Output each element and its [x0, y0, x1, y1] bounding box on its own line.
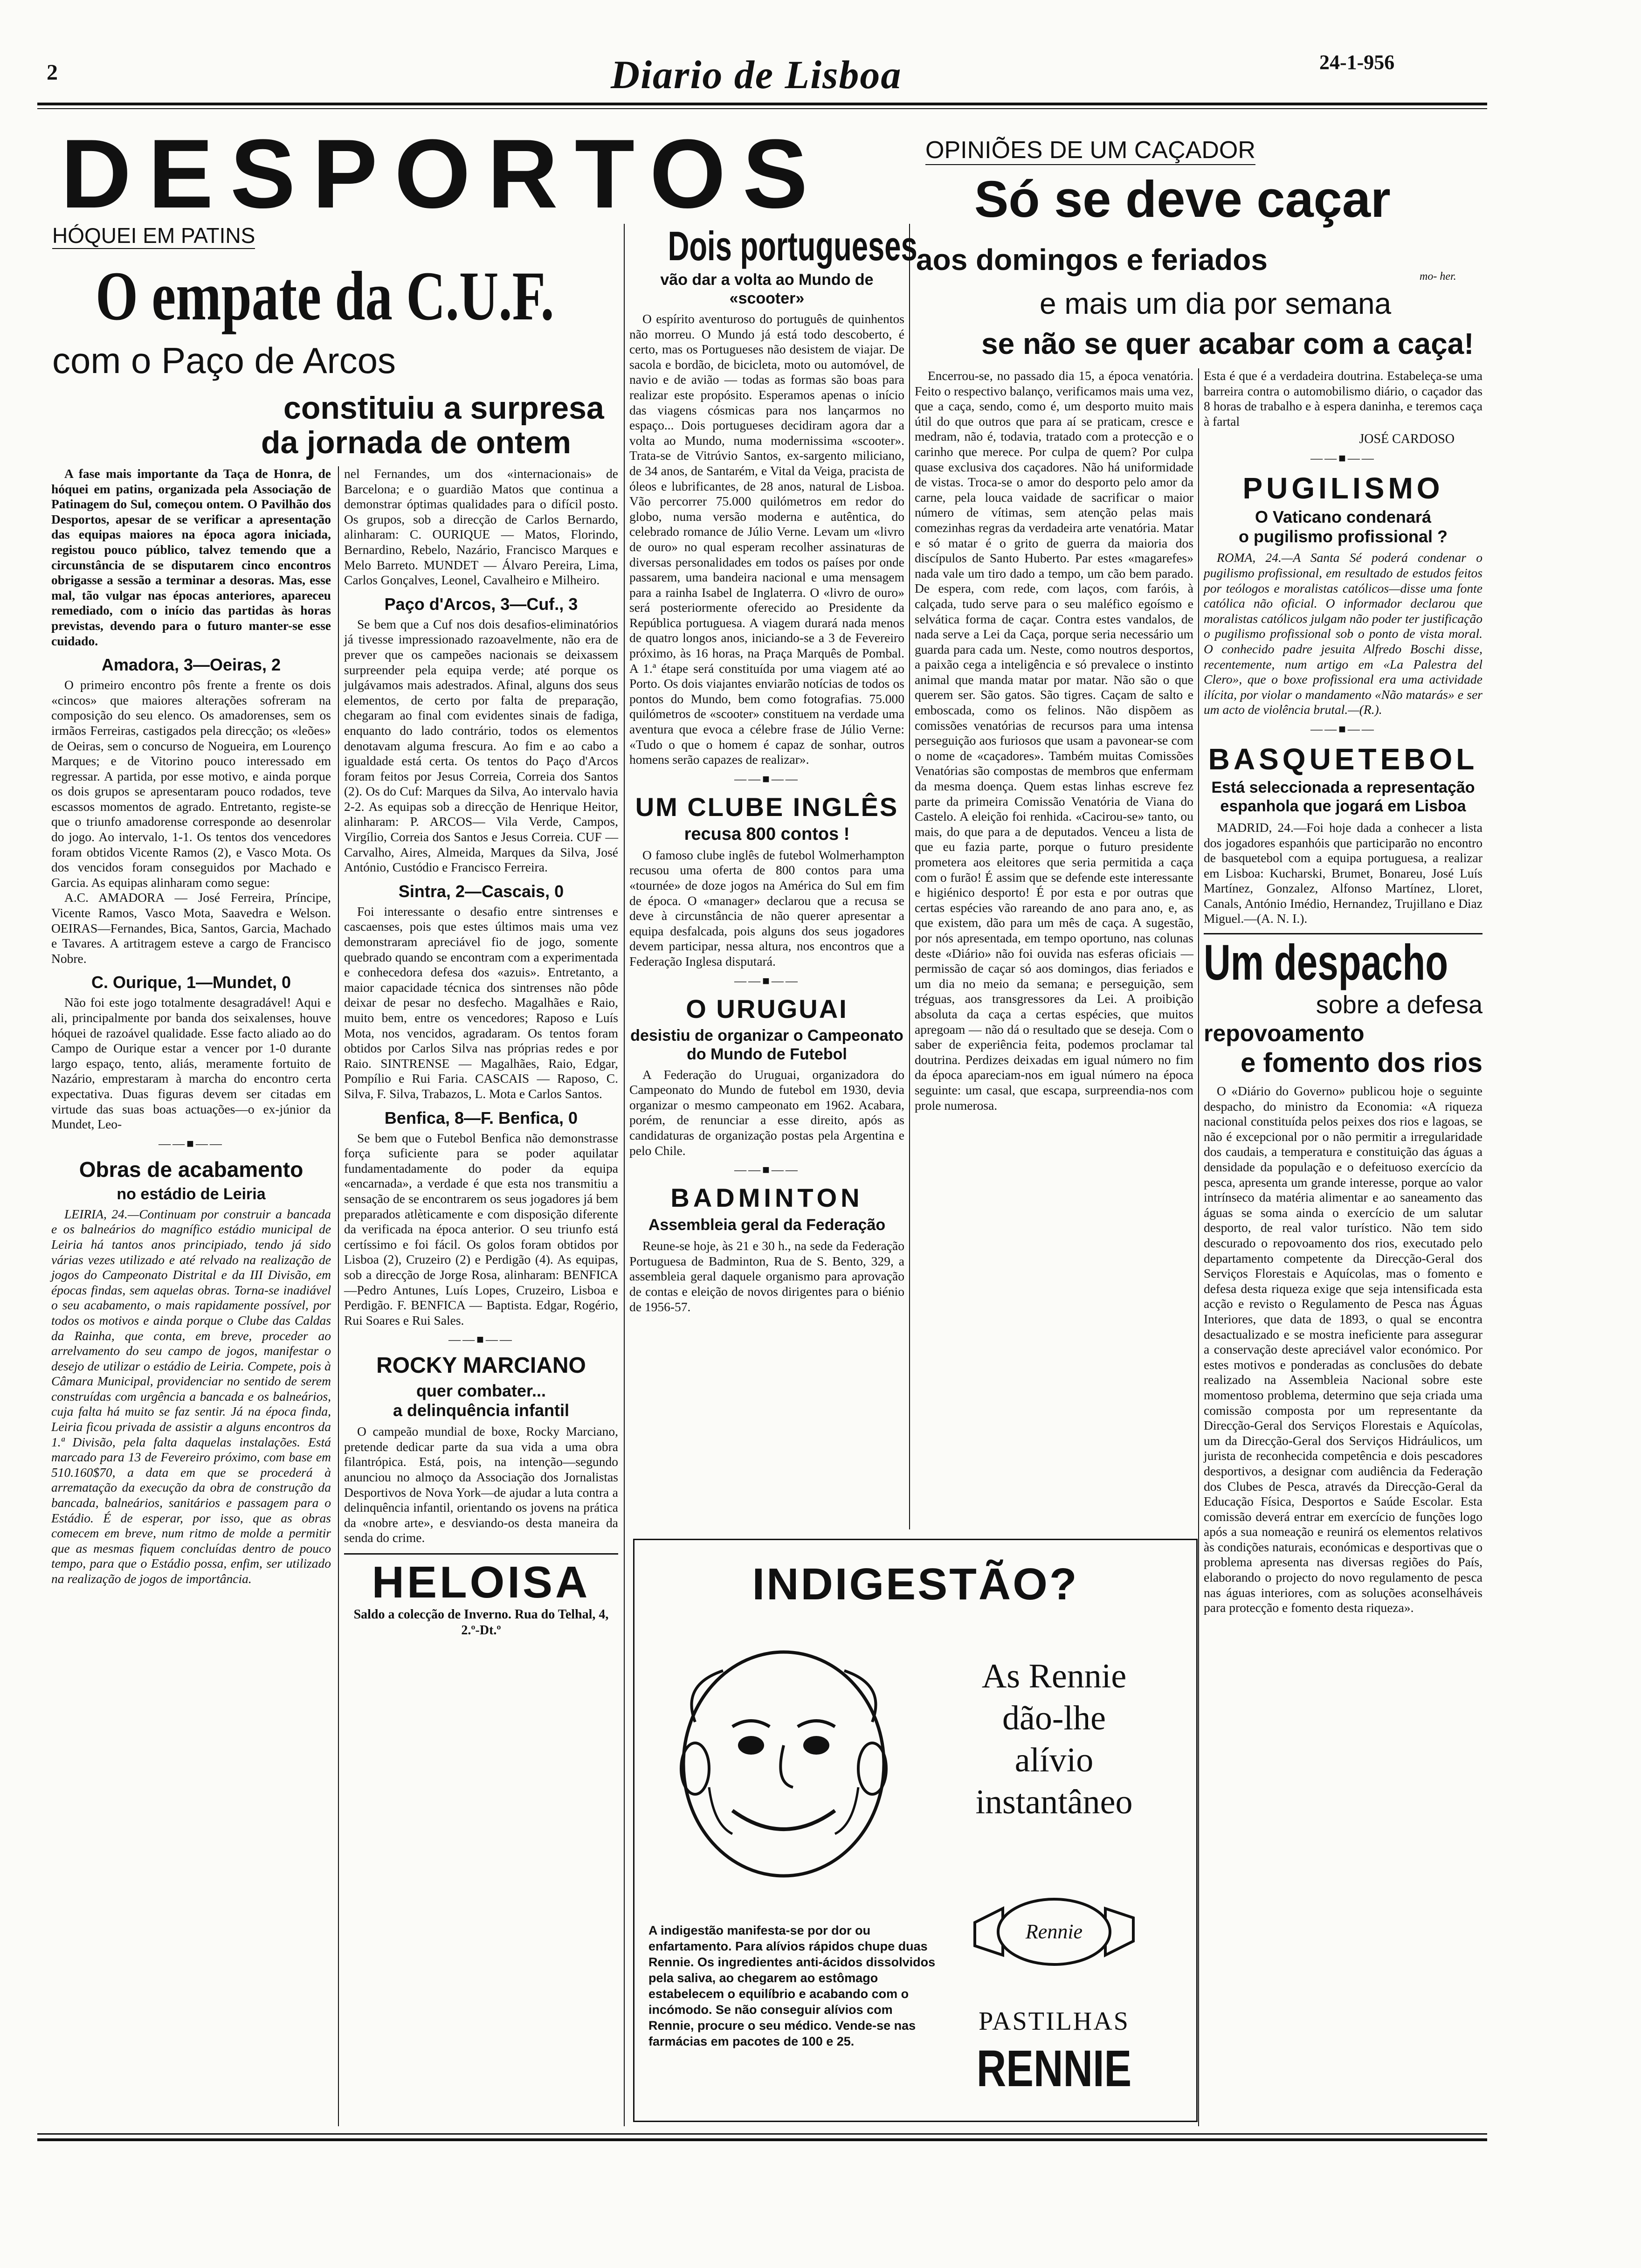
ad-line-1: As Rennie	[981, 1657, 1127, 1695]
clube-sub: recusa 800 contos !	[684, 824, 850, 844]
badminton-text: Reune-se hoje, às 21 e 30 h., na sede da Federação Portuguesa de Badminton, Rua de S. Bento, 329, a assembleia geral daquele organismo para aprovação de contas e eleição de novos dirigentes para o biénio de 1956-57.	[629, 1238, 904, 1314]
game5-text: Se bem que o Futebol Benfica não demonstrasse força suficiente para se poder aquilatar fundamentadamente do poder da equipa «encarnada», a verdade é que esta nos transmitiu a sensação de se encontrarem os seus jogadores já bem preparados atlèticamente e com disposição diferente da verificada na época anterior. O seu triunfo está certíssimo e foi fácil. Os golos foram obtidos por Lisboa (2), Cruzeiro (2) e Perdigão (4). As equipas, sob a direcção de Jorge Rosa, alinharam: BENFICA—Pedro Antunes, Luís Lopes, Cruzeiro, Lisboa e Perdigão. F. BENFICA — Baptista. Edgar, Rogério, Rui Soares e Rui Sales.	[344, 1130, 618, 1328]
ad-body: A indigestão manifesta-se por dor ou enfartamento. Para alívios rápidos chupe duas Rennie. Os ingredientes anti-ácidos dissolvidos pela saliva, ao chegarem ao estômago estabelecem o equilíbrio e acabando com o incómodo. Se não conseguir alívios com Rennie, procure o seu médico. Vende-se nas farmácias em pacotes de 100 e 25.	[648, 1923, 936, 2048]
game3-text: Se bem que a Cuf nos dois desafios-eliminatórios já tivesse impressionado razoavelmente, não era de prever que os campeões nacionais se deixassem surpreender pela equipa verde; até porque os julgávamos mais adestrados. Afinal, alguns dos seus elementos, de certo por falta de preparação, chegaram ao final com evidentes sinais de fadiga, enquanto do lado contrário, todos os elementos denotavam alguma frescura. Ao fim e ao cabo a igualdade está certa. Os tentos do Paço d'Arcos foram feitos por Jesus Correia, Correia dos Santos (2). Os do Cuf: Marques da Silva, Ao intervalo havia 2-2. As equipas sob a direcção de Henrique Heitor, alinharam: P. ARCOS— Vila Verde, Campos, Virgílio, Correia dos Santos e Jesus Correia. CUF — Carvalho, Aires, Almeida, Marques da Silva, José António, Custódio e Francisco Ferreira.	[344, 616, 618, 875]
rocky-text: O campeão mundial de boxe, Rocky Marciano, pretende dedicar parte da sua vida a uma obra filantrópica. Está, pois, na intenção—segundo anunciou no almoço da Associação dos Jornalistas Desportivos de Nova York—de ajudar a luta contra a delinquência infantil, orientando os jovens na prática da «nobre arte», e desviando-os desta maneira da senda do crime.	[344, 1424, 618, 1545]
scooter-deck: vão dar a volta ao Mundo de «scooter»	[660, 271, 874, 307]
game2-text: Não foi este jogo totalmente desagradável! Aqui e ali, principalmente por banda dos seixalenses, houve hóquei de razoável qualidade. Esse facto aliado ao do Campo de Ourique estar a vencer por 1-0 durante largo espaço, tento, aliás, meramente fortuito de Nazário, emprestaram à marcha do encontro certa expectativa. Duas figuras devem ser citadas em virtude das suas boas actuações—o ex-júnior da Mundet, Leo-	[51, 995, 331, 1132]
clube-title: UM CLUBE INGLÊS	[635, 792, 899, 822]
separator: ——■——	[1310, 451, 1376, 465]
footer-rule-thick	[37, 2138, 1487, 2141]
separator: ——■——	[448, 1333, 514, 1347]
separator: ——■——	[734, 1163, 800, 1177]
page-number: 2	[47, 60, 58, 85]
ad-line-3: alívio	[1014, 1741, 1094, 1779]
hunting-deck-2: e mais um dia por semana	[1040, 287, 1392, 320]
boxing-title-1: O Vaticano condenará	[1255, 507, 1432, 527]
hunting-kicker: OPINIÕES DE UM CAÇADOR	[925, 136, 1255, 165]
separator: ——■——	[734, 974, 800, 988]
boxing-section: PUGILISMO	[1242, 471, 1444, 505]
column-1	[51, 466, 331, 1587]
hunting-deck-note: mo- her.	[1420, 270, 1456, 283]
section-title-desportos: DESPORTOS	[61, 119, 825, 228]
hockey-deck-2: constituiu a surpresa	[283, 390, 604, 426]
ad-brand-line-2: RENNIE	[976, 2040, 1132, 2097]
issue-date: 24-1-956	[1319, 51, 1395, 74]
footer-rule	[37, 2133, 1487, 2135]
separator: ——■——	[1310, 722, 1376, 736]
candy-icon	[956, 1881, 1152, 1983]
uruguai-sub: desistiu de organizar o Campeonato do Mundo de Futebol	[630, 1026, 903, 1063]
rennie-ad	[633, 1539, 1198, 2122]
hockey-deck-3: da jornada de ontem	[261, 425, 571, 460]
despacho-deck-3: e fomento dos rios	[1241, 1048, 1482, 1079]
clube-text: O famoso clube inglês de futebol Wolmerhampton recusou uma oferta de 800 contos para uma «tournée» de doze jogos na América do Sul em fim de época. O «manager» declarou que a recusa se deve à circunstância de não querer apresentar a equipa desfalcada, pois alguns dos seus jogadores devem participar, nessa altura, nos encontros que a Federação Inglesa disputará.	[629, 847, 904, 968]
despacho-title: Um despacho	[1204, 934, 1448, 991]
uruguai-text: A Federação do Uruguai, organizadora do Campeonato do Mundo de futebol em 1930, devia organizar o mesmo campeonato em 1962. Acabara, porém, de renunciar a esse direito, após as candidaturas de organização postas pela Argentina e pelo Chile.	[629, 1067, 904, 1158]
hockey-col2-text: nel Fernandes, um dos «internacionais» de Barcelona; e o guardião Matos que continua a demonstrar óptimas qualidades para o difícil posto. Os grupos, sob a direcção de Carlos Bernardo, alinharam: C. OURIQUE — Matos, Florindo, Bernardino, Rebelo, Nazário, Francisco Marques e Melo Barreto. MUNDET — Álvaro Pereira, Lima, Carlos Gonçalves, Leonel, Cavalheiro e Milheiro.	[344, 466, 618, 588]
basket-title: Está seleccionada a representação espanhola que jogará em Lisboa	[1211, 778, 1475, 815]
rocky-title: ROCKY MARCIANO	[376, 1353, 586, 1378]
scooter-text: O espírito aventuroso do português de quinhentos não morreu. O Mundo já está todo descoberto, é certo, mas os Portugueses não desistem de viajar. De sacola e bordão, de bicicleta, moto ou automóvel, de navio e de avião — todas as formas são boas para realizar este propósito. Esperamos apenas o início das viagens cósmicas para nos lançarmos no espaço... Dois portugueses decidiram agora dar a volta ao Mundo, numa modernissima «scooter». Trata-se de Vitrúvio Santos, ex-sargento miliciano, de 34 anos, de Santarém, e Vital da Veiga, pracista de óleos e lubrificantes, de 28 anos, natural de Lisboa. Vão percorrer 75.000 quilómetros em redor do globo, numa versão moderna e autêntica, do celebrado romance de Júlio Verne. Levam um «livro de ouro» no qual esperam recolher assinaturas de diversas personalidades em todos os países por onde passarem, uma bandeira nacional e uma mensagem para a rainha Isabel de Inglaterra. O «livro de ouro» será posteriormente oferecido ao Presidente da República portuguesa. A viagem durará nada menos de quatro longos anos, iniciando-se a 3 de Fevereiro próximo, às 16 horas, na Praça Marquês de Pombal. A 1.ª étape será constituída por uma viagem até ao Porto. Os dois viajantes enviarão notícias de todos os pontos do Mundo, bem como fotografias. 75.000 quilómetros de «scooter» constituem na verdade uma aventura que evoca a célebre frase de Júlio Verne: «Tudo o que o homem é capaz de sonhar, outros homens serão capazes de realizar».	[629, 311, 904, 767]
despacho-deck-2: repovoamento	[1204, 1020, 1365, 1047]
game4-title: Sintra, 2—Cascais, 0	[398, 881, 564, 901]
game1-text: O primeiro encontro pôs frente a frente os dois «cincos» que maiores alterações sofreram na composição do seu elenco. Os amadorenses, sem os irmãos Ferreiras, castigados pela direcção; os «leões» de Oeiras, sem o concurso de Nogueira, em Lourenço Marques; e de Vitorino pouco interessado em regressar. A partida, por esse motivo, e ainda porque os dois grupos se apresentaram pouco rodados, teve escassos momentos de agrado. Entretanto, registe-se que o triunfo amadorense corresponde ao desenrolar do jogo. Ao intervalo, 1-1. Os tentos dos vencedores foram obtidos Vicente Ramos (2), e Vasco Mota. Os dos vencidos foram conseguidos por Machado e Garcia. As equipas alinharam como segue:	[51, 678, 331, 890]
hunting-text: Encerrou-se, no passado dia 15, a época venatória. Feito o respectivo balanço, verificamos mais uma vez, que a caça, sendo, como é, um desporto muito mais útil do que outros que para aí se praticam, cresce e medram, não é, todavia, tratado com a protecção e o carinho que merece. Por culpa de quem? Por culpa quase exclusiva dos caçadores. Não há uniformidade de vistas. Troca-se o amor do desporto pelo amor da carne, pela louca vaidade de sacrificar o maior número de vítimas, sem atenção pelas mais comezinhas regras da verdadeira arte venatória. Matar e só matar é o grito de guerra da maioria dos discípulos de Santo Huberto. Par estes «magarefes» nada vale um tiro dado a tempo, um cão bem parado. De espera, com rede, com laços, com faróis, à calçada, tudo serve para o seu maléfico egoísmo e selvática forma de caçar. Contra estes vandalos, de nada serve a Lei da Caça, porque seria necessário um guarda para cada um. Neste, como noutros desportos, a paixão cega a inteligência e só prevalece o instinto animal que manda matar por matar. Não são o que querem ser. São gatos. São tigres. Caçam de salto e emboscada, como os felinos. Não dispõem as comissões venatórias de recursos para uma intensa perseguição aos furiosos que usam a pavonear-se com o nome de «caçadores». Também muitas Comissões Venatórias são compostas de membros que enfermam da mesma doença. Quem estas linhas escreve fez parte da primeira Comissão Venatória de Viana do Castelo. A eleição foi renhida. «Cacirou-se» tanto, ou mais, do que para a de deputados. Venceu a lista de que eu fazia parte, porque o futuro presidente prometera aos eleitores que seria permitida a caça com o furão! É assim que se defende este interessante e higiénico desporto! É por esta e por outras que certas espécies vão rareando de ano para ano, e, as que existem, dão para um mês de caça. A sugestão, por nós apresentada, em tempo oportuno, nas colunas deste «Diário» não foi ouvida nas esferas oficiais — permissão de caçar só aos domingos, dias feriados e um dia no meio da semana; e perseguição, sem tréguas, aos transgressores da Lei. A proibição absoluta da caça a certas espécies, que muitos apregoam — não dá o resultado que se deseja. Com o saber de experiência feita, podemos proclamar tal doutrina. Perdizes deixadas em igual número no fim da época apareciam-nos em igual número na época seguinte: um casal, que escapa, surpreendia-nos com prole numerosa.	[915, 368, 1193, 1113]
newspaper-title: Diario de Lisboa	[611, 52, 902, 97]
ad-line-4: instantâneo	[975, 1783, 1133, 1821]
column-rule	[338, 466, 339, 2126]
basket-section: BASQUETEBOL	[1208, 742, 1478, 776]
candy-label: Rennie	[1025, 1920, 1083, 1943]
leiria-subtitle: no estádio de Leiria	[117, 1185, 266, 1203]
scooter-headline: Dois portugueses	[668, 223, 917, 269]
hunting-text-cont: Esta é que é a verdadeira doutrina. Estabeleça-se uma barreira contra o automobilismo diário, o caçador das 8 horas de trabalho e à espera daninha, e teremos caça à fartal	[1204, 368, 1482, 429]
hockey-headline: O empate da C.U.F.	[96, 257, 554, 335]
column-2	[344, 466, 618, 1639]
despacho-text: O «Diário do Governo» publicou hoje o seguinte despacho, do ministro da Economia: «A riqueza nacional constituída pelos peixes dos rios e lagoas, se não é excepcional por o não permitir a irregularidade dos caudais, a temperatura e constituição das águas a densidade da população e o defeituoso exercício da pesca, apresenta um grande interesse, porque ao valor intrínseco da matéria alimentar e ao saneamento das águas se soma ainda o exercício de um salutar desporto, de real valor turístico. Não tem sido descurado o repovoamento dos rios, executado pelo departamento competente da Direcção-Geral dos Serviços Florestais e Aquícolas, mas o fomento e defesa desta riqueza exige que seja intensificada esta acção e revisto o Regulamento de Pesca nas Águas Interiores, que data de 1893, o qual se encontra desactualizado e se mostra ineficiente para assegurar a conservação deste apreciável valor económico. Por estes motivos e ponderadas as conclusões do debate realizado na Assembleia Nacional sobre este momentoso problema, determino que seja criada uma comissão composta por um representante da Direcção-Geral dos Serviços Florestais e Aquícolas, um da Direcção-Geral dos Serviços Hidráulicos, um jurista de reconhecida competência e dois pescadores desportivos, a designar com audiência da Federação dos Clubes de Pesca, através da Direcção-Geral da Educação Física, Desportos e Saúde Escolar. Esta comissão deverá entrar em exercício de funções logo após a sua nomeação e reunirá os elementos relativos às condições naturais, económicas e desportivas que o problema apresenta nas diversas regiões do País, elaborando o projecto do novo regulamento de pesca nas águas interiores, com as soluções aconselháveis para protecção e fomento desta riqueza».	[1204, 1084, 1482, 1615]
rocky-sub-2: a delinquência infantil	[393, 1401, 570, 1420]
boxing-text: ROMA, 24.—A Santa Sé poderá condenar o pugilismo profissional, em resultado de estudos feitos por teólogos e moralistas católicos—disse uma fonte católica não oficial. O informador declarou que moralistas católicos julgam não poder ter justificação o pugilismo profissional sob o ponto de vista moral. O conhecido padre jesuita Alfredo Boschi disse, recentemente, num artigo em «La Palestra del Clero», que o boxe profissional era uma actividade ilícita, por violar o mandamento «Não matarás» e ser um acto de violência brutal.—(R.).	[1204, 550, 1482, 717]
hunting-deck-3: se não se quer acabar com a caça!	[981, 327, 1474, 360]
heloisa-text: Saldo a colecção de Inverno. Rua do Telhal, 4, 2.º-Dt.º	[353, 1607, 609, 1638]
ad-headline: INDIGESTÃO?	[752, 1559, 1079, 1609]
column-3	[629, 223, 917, 1314]
game2-title: C. Ourique, 1—Mundet, 0	[91, 973, 291, 992]
basket-text: MADRID, 24.—Foi hoje dada a conhecer a lista dos jogadores espanhóis que participarão no encontro de basquetebol com a equipa portuguesa, a realizar em Lisboa: Kucharski, Brumet, Bonareu, José Luís Martínez, Gonzalez, Alfonso Martínez, Lloret, Canals, António Imédio, Hernandez, Trujillano e Diaz Miguel.—(A. N. I.).	[1204, 820, 1482, 926]
leiria-text: LEIRIA, 24.—Continuam por construir a bancada e os balneários do magnífico estádio municipal de Leiria há tantos anos principiado, tendo já sido várias vezes utilizado e até relvado na realização de jogos do Campeonato Distrital e da III Divisão, em épocas findas, sem aquelas obras. Torna-se inadiável o seu acabamento, o mais rapidamente possível, por todos os motivos e ainda porque o Clube das Caldas da Rainha, que conta, em breve, proceder ao arrelvamento do seu campo de jogos, manifestar o desejo de utilizar o estádio de Leiria. Compete, pois à Câmara Municipal, providenciar no sentido de serem construídas com urgência a bancada e os balneários, cuja falta há muito se faz sentir. Já na época finda, Leiria ficou privada de assistir a alguns encontros da 1.ª Divisão, pela falta daquelas instalações. Está marcado para 13 de Fevereiro próximo, com base em 510.160$70, a data em que se procederá à arrematação da execução da obra de construção da bancada, balneários, sanitários e passagem para o Estádio. É de esperar, por isso, que as obras comecem em breve, num ritmo de molde a permitir que as mesmas fiquem concluídas dentro de pouco tempo, para que o Estádio possa, enfim, ser utilizado na realização de jogos de importância.	[51, 1206, 331, 1586]
game1-title: Amadora, 3—Oeiras, 2	[101, 655, 281, 675]
hunting-headline: Só se deve caçar	[974, 171, 1391, 228]
heloisa-title: HELOISA	[372, 1557, 591, 1608]
masthead-rule	[37, 103, 1487, 105]
rocky-sub-1: quer combater...	[416, 1381, 546, 1401]
ad-line-2: dão-lhe	[1002, 1699, 1106, 1737]
hunting-deck-1: aos domingos e feriados	[916, 243, 1268, 277]
separator: ——■——	[734, 772, 800, 786]
despacho-deck-1: sobre a defesa	[1316, 991, 1482, 1019]
game4-text: Foi interessante o desafio entre sintrenses e cascaenses, pois que estes últimos mais uma vez demonstraram apreciável fio de jogo, somente quebrado quando se encontram com a experimentada e conhecedora defesa dos «azuis». Entretanto, a maior capacidade técnica dos sintrenses não pôde deixar de pesar no desfecho. Magalhães e Raio, muito bem, entre os vencedores; Raposo e Luís Mota, nos vencidos, agradaram. Os tentos foram obtidos por Carlos Silva nas próprias redes e por Raio. SINTRENSE — Magalhães, Raio, Edgar, Pompílio e Rui Faria. CASCAIS — Raposo, C. Silva, F. Silva, Trabazos, L. Mota e Carlos Santos.	[344, 904, 618, 1101]
ad-brand-line-1: PASTILHAS	[979, 2007, 1130, 2036]
uruguai-title: O URUGUAI	[686, 994, 848, 1023]
badminton-title: BADMINTON	[670, 1183, 863, 1213]
game1-teams: A.C. AMADORA — José Ferreira, Príncipe, Vicente Ramos, Vasco Mota, Saavedra e Welson. OEIRAS—Fernandes, Bica, Santos, Garcia, Machado e Tavares. A artitragem esteve a cargo de Francisco Nobre.	[51, 890, 331, 966]
column-rule	[1198, 368, 1199, 2126]
column-4	[915, 368, 1193, 1113]
hunting-author: JOSÉ CARDOSO	[1359, 432, 1455, 447]
hockey-deck-1: com o Paço de Arcos	[52, 340, 396, 381]
face-illustration	[653, 1629, 914, 1890]
game5-title: Benfica, 8—F. Benfica, 0	[384, 1108, 578, 1127]
hockey-lead: A fase mais importante da Taça de Honra, de hóquei em patins, organizada pela Associação de Patinagem do Sul, começou ontem. O Pavilhão dos Desportos, apesar de se verificar a apresentação das equipas maiores na época agora iniciada, registou pouco público, talvez temendo que a circunstância de se disputarem cinco encontros obrigasse a sessão a terminar a desoras. Mas, esse mal, tão vulgar nas épocas anteriores, apareceu remediado, com o início das partidas às horas previstas, devendo para o futuro manter-se esse cuidado.	[51, 466, 331, 648]
boxing-title-2: o pugilismo profissional ?	[1238, 527, 1448, 546]
game3-title: Paço d'Arcos, 3—Cuf., 3	[384, 594, 578, 614]
separator: ——■——	[159, 1136, 224, 1150]
badminton-sub: Assembleia geral da Federação	[648, 1216, 886, 1234]
column-rule	[909, 224, 910, 1529]
leiria-title: Obras de acabamento	[79, 1157, 303, 1182]
column-rule	[624, 224, 625, 2126]
column-5	[1204, 368, 1482, 1616]
hockey-kicker: HÓQUEI EM PATINS	[52, 223, 255, 249]
masthead-rule-thin	[37, 108, 1487, 109]
